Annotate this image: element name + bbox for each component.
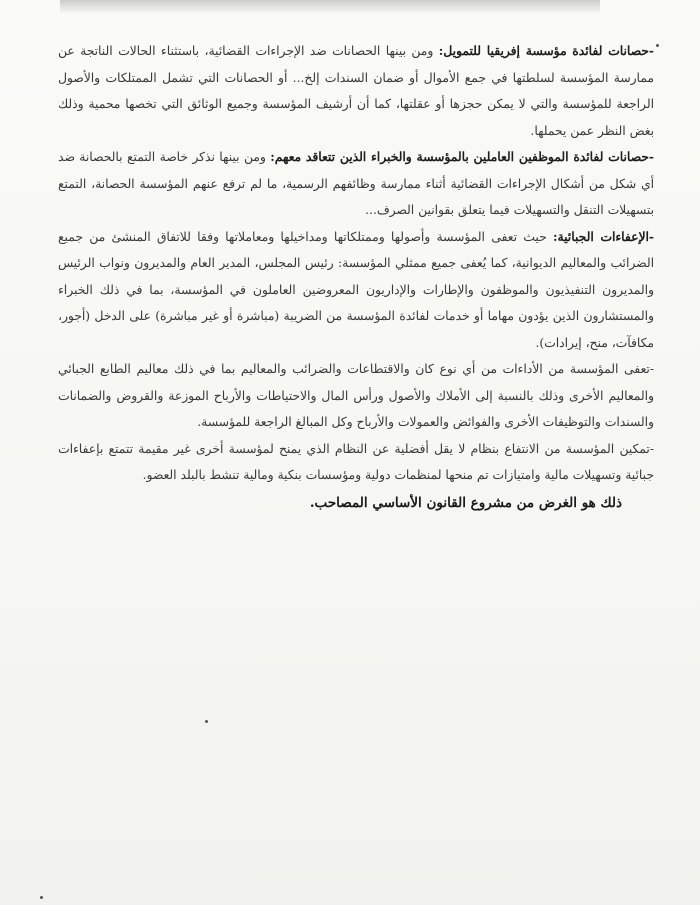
paragraph-text: ومن بينها نذكر خاصة التمتع بالحصانة ضد أي شكل من أشكال الإجراءات القضائية أثناء ممارسة وظائفهم الرسمية، ما لم ترفع عنهم المؤسسة الحصانة، التمتع بتسهيلات التنقل والتسهيلات فيما يتعلق بقوانين الصرف... [58, 150, 654, 217]
paragraph-text: ومن بينها الحصانات ضد الإجراءات القضائية، باستثناء الحالات الناتجة عن ممارسة المؤسسة لسلطتها في جمع الأموال أو ضمان السندات إلخ... أو الحصانات التي تشمل الممتلكات والأصول الراجعة للمؤسسة والتي لا يمكن حجزها أو عقلتها، كما أن أرشيف المؤسسة وجميع الوثائق التي تخصها محمية وذلك بغض النظر عمن يحملها. [58, 44, 654, 138]
paragraph-text: -تمكين المؤسسة من الانتفاع بنظام لا يقل أفضلية عن النظام الذي يمنح لمؤسسة أخرى غير مقيمة تتمتع بإعفاءات جبائية وتسهيلات مالية وامتيازات تم منحها لمنظمات دولية ومؤسسات بنكية ومالية تنشط بالبلد العضو. [58, 441, 654, 482]
paragraph-duties-exemption [58, 356, 654, 436]
document-body [58, 38, 654, 489]
paragraph-text: -تعفى المؤسسة من الأداءات من أي نوع كان والاقتطاعات والضرائب والمعاليم بما في ذلك معاليم الطابع الجبائي والمعاليم الأخرى وذلك بالنسبة إلى الأملاك والأصول ورأس المال والاحتياطات والأرباح الموزعة والقروض والضمانات والسندات والتوظيفات الأخرى والفوائض والعمولات والأرباح وكل المبالغ الراجعة للمؤسسة. [58, 362, 654, 429]
scan-speck [205, 720, 208, 723]
paragraph-lead: -حصانات لفائدة الموظفين العاملين بالمؤسسة والخبراء الذين تتعاقد معهم: [270, 149, 654, 164]
scan-speck [656, 44, 659, 47]
paragraph-afreximbank-immunities [58, 38, 654, 144]
paragraph-tax-exemptions [58, 224, 654, 357]
closing-statement: ذلك هو الغرض من مشروع القانون الأساسي المصاحب. [309, 495, 622, 511]
scan-speck [40, 896, 43, 899]
paragraph-staff-immunities [58, 144, 654, 224]
paragraph-preferential-regime [58, 436, 654, 489]
paragraph-lead: -الإعفاءات الجبائية: [552, 228, 654, 244]
paragraph-text: حيث تعفى المؤسسة وأصولها وممتلكاتها ومداخيلها ومعاملاتها وفقا للاتفاق المنشئ من جميع الضرائب والمعاليم الديوانية، كما يُعفى جميع ممثلي المؤسسة: رئيس المجلس، المدير العام والمديرون ونواب الرئيس والمديرون التنفيذيون والموظفون والإطارات والإداريون المعروضين العاملون في المؤسسة، بما في ذلك الخبراء والمستشارون الذين يؤدون مهاما أو خدمات لفائدة المؤسسة من الضريبة (مباشرة أو غير مباشرة) على الدخل (أجور، مكافآت، منح، إيرادات). [58, 229, 654, 350]
paragraph-lead: -حصانات لفائدة مؤسسة إفريقيا للتمويل: [438, 43, 654, 58]
scan-top-shadow [60, 0, 600, 14]
